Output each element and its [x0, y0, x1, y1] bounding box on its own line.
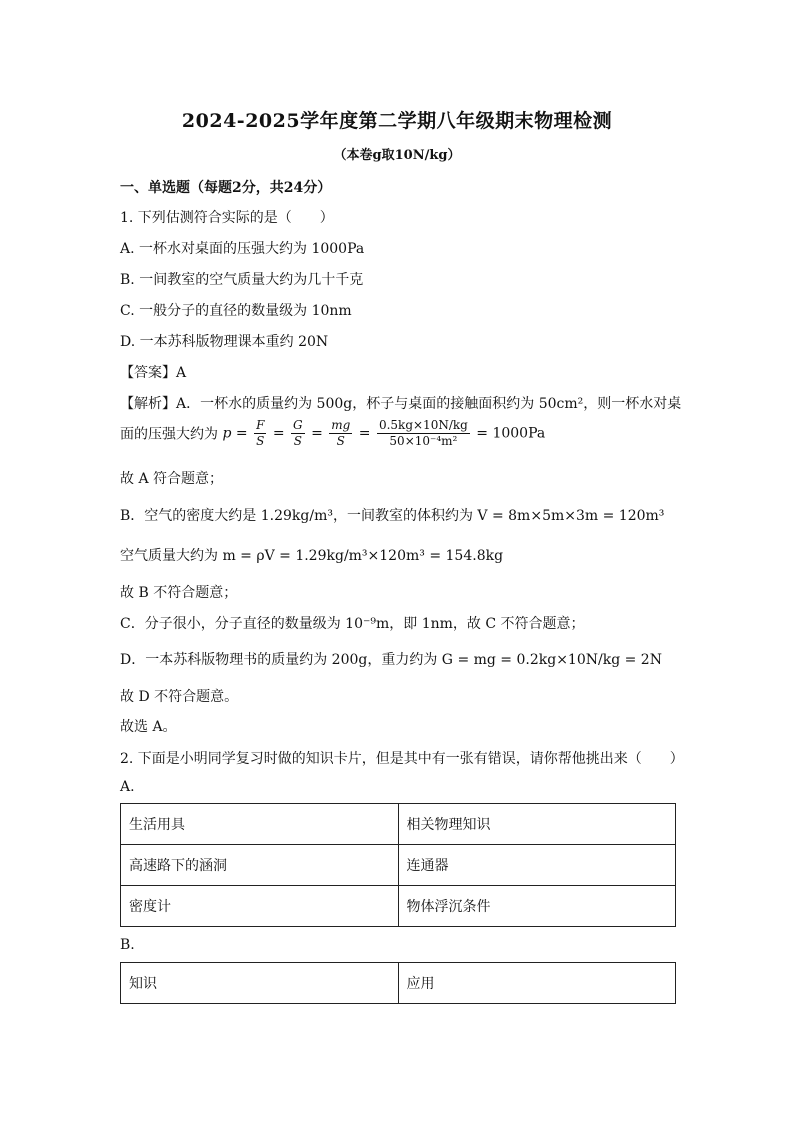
- fraction-mg-over-s: [329, 418, 352, 449]
- table-cell: 知识: [121, 963, 399, 1004]
- table-cell: 生活用具: [121, 804, 399, 845]
- table-cell: 应用: [398, 963, 676, 1004]
- table-row: [121, 886, 676, 927]
- equals-sign: =: [358, 425, 371, 442]
- fraction-g-over-s: [291, 418, 305, 449]
- q1-option-a: A. 一杯水对桌面的压强大约为 1000Pa: [120, 241, 365, 257]
- page-subtitle: （本卷g取10N/kg）: [333, 148, 461, 163]
- q1-analysis-a2: [120, 418, 545, 449]
- answer-value: A: [176, 365, 187, 381]
- frac3-den: S: [336, 434, 345, 448]
- page-title: 2024-2025学年度第二学期八年级期末物理检测: [181, 110, 613, 132]
- q1-analysis-b1: B．空气的密度大约是 1.29kg/m³，一间教室的体积约为 V = 8m×5m×3m = 120m³: [120, 508, 665, 524]
- analysis-a-text-1: A．一杯水的质量约为 500g，杯子与桌面的接触面积约为 50cm²，则一杯水对桌: [176, 396, 682, 412]
- analysis-tag: 【解析】: [120, 396, 176, 412]
- equals-sign: =: [311, 425, 323, 442]
- q2-option-a-label: A.: [120, 779, 135, 795]
- table-row: [121, 845, 676, 886]
- q1-analysis-c: C．分子很小，分子直径的数量级为 10⁻⁹m，即 1nm，故 C 不符合题意；: [120, 616, 585, 632]
- table-cell: 物体浮沉条件: [398, 886, 676, 927]
- q2-table-a: [120, 803, 676, 927]
- fraction-f-over-s: [254, 418, 266, 449]
- q1-analysis-a1: [120, 393, 681, 413]
- table-cell: 相关物理知识: [398, 804, 676, 845]
- analysis-a-text-2: 面的压强大约为: [120, 426, 218, 443]
- frac2-num: G: [293, 418, 303, 432]
- table-row: [121, 963, 676, 1004]
- q1-answer-line: [120, 362, 186, 382]
- frac4-num: 0.5kg×10N/kg: [378, 418, 468, 432]
- frac2-den: S: [293, 434, 302, 448]
- equals-sign: =: [272, 425, 285, 442]
- table-cell: 连通器: [398, 845, 676, 886]
- q2-stem: 2. 下面是小明同学复习时做的知识卡片，但是其中有一张有错误，请你帮他挑出来（ ）: [120, 751, 684, 767]
- table-cell: 高速路下的涵洞: [121, 845, 399, 886]
- q1-option-d: D. 一本苏科版物理课本重约 20N: [120, 334, 329, 350]
- q1-option-b: B. 一间教室的空气质量大约为几十千克: [120, 272, 364, 288]
- frac1-den: S: [256, 434, 265, 448]
- q1-stem: 1. 下列估测符合实际的是（ ）: [120, 210, 334, 226]
- q1-final: 故选 A。: [120, 719, 177, 735]
- q1-conclusion-d: 故 D 不符合题意。: [120, 689, 239, 705]
- frac1-num: F: [256, 418, 265, 432]
- q1-conclusion-a: 故 A 符合题意；: [120, 471, 224, 487]
- q2-option-b-label: B.: [120, 937, 135, 953]
- frac4-den: 50×10⁻⁴m²: [389, 434, 458, 448]
- answer-tag: 【答案】: [120, 365, 176, 381]
- q1-option-c: C. 一般分子的直径的数量级为 10nm: [120, 303, 352, 319]
- table-cell: 密度计: [121, 886, 399, 927]
- q2-table-b: [120, 962, 676, 1004]
- q1-analysis-b2: 空气质量大约为 m = ρV = 1.29kg/m³×120m³ = 154.8kg: [120, 548, 504, 564]
- formula-p: p =: [222, 425, 248, 442]
- q1-conclusion-b: 故 B 不符合题意；: [120, 585, 238, 601]
- section-heading: 一、单选题（每题2分，共24分）: [120, 180, 332, 196]
- table-row: [121, 804, 676, 845]
- frac3-num: mg: [331, 418, 351, 432]
- q1-analysis-d: D．一本苏科版物理书的质量约为 200g，重力约为 G = mg = 0.2kg×10N/kg = 2N: [120, 652, 662, 668]
- formula-result: = 1000Pa: [476, 425, 546, 442]
- fraction-numeric: [377, 418, 470, 449]
